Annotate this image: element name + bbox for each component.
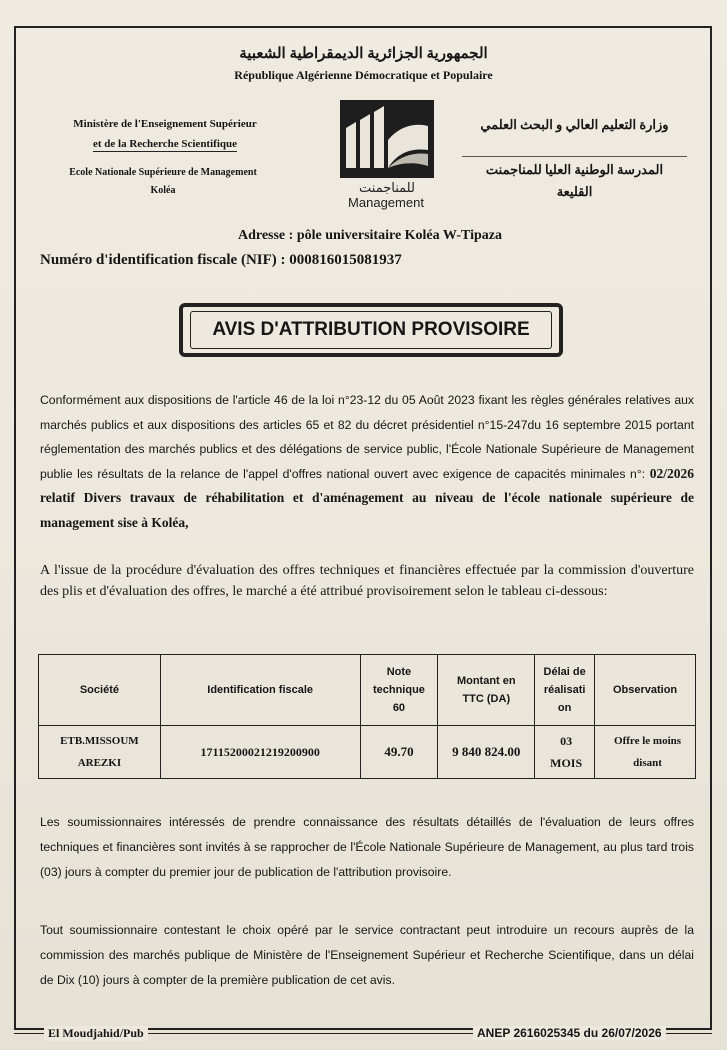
school-arabic-line2: القليعة [556,184,593,199]
school-arabic [462,156,687,203]
nif-line: Numéro d'identification fiscale (NIF) : 000816015081937 [40,252,402,268]
header-societe: Société [39,655,161,726]
header-note-line2: technique [372,684,425,696]
header-montant-line1: Montant en [456,675,516,687]
paragraph-legal-basis [40,388,694,535]
address-line: Adresse : pôle universitaire Koléa W-Tipaza [237,228,503,243]
logo-arabic-caption: للمناجمنت [359,181,415,196]
header-observation: Observation [595,655,696,726]
ministry-french-line1: Ministère de l'Enseignement Supérieur [73,118,257,130]
attribution-table [38,654,696,779]
cell-societe [39,726,161,779]
footer-anep-reference: ANEP 2616025345 du 26/07/2026 [473,1026,666,1040]
school-french [38,164,288,200]
cell-delai [535,726,595,779]
cell-observation-line1: Offre le moins [614,735,682,747]
announcement-title: AVIS D'ATTRIBUTION PROVISOIRE [190,311,552,349]
paragraph-legal-basis-text: Conformément aux dispositions de l'article 46 de la loi n°23-12 du 05 Août 2023 fixant les règles générales relatives aux marchés publics et aux dispositions des articles 65 et 82 du décret présidentiel n°15-247du 16 septembre 2015 portant réglementation des marchés publics et des délégations de service public, l'École Nationale Supérieure de Management publie les résultats de la relance de l'appel d'offres national ouvert avec exigence de capacités minimales n°: [40,393,694,481]
cell-delai-line1: 03 [560,734,573,748]
cell-societe-line1: ETB.MISSOUM [60,735,139,747]
school-french-line1: Ecole Nationale Supérieure de Management [69,167,257,178]
ministry-french [40,114,290,154]
republic-name-arabic: الجمهورية الجزائرية الديمقراطية الشعبية [239,46,488,62]
header-delai-line1: Délai de [543,666,586,678]
header-delai-line3: on [557,702,572,714]
republic-name-french: République Algérienne Démocratique et Populaire [234,68,493,82]
header-delai-line2: réalisati [543,684,586,696]
header-note-line3: 60 [392,702,406,714]
logo-caption: Management [348,195,424,210]
cell-societe-line2: AREZKI [77,757,122,769]
cell-montant: 9 840 824.00 [438,726,535,779]
header-note [360,655,438,726]
school-logo-icon [332,92,442,212]
header-note-line1: Note [386,666,412,678]
cell-note: 49.70 [360,726,438,779]
footer-publisher: El Moudjahid/Pub [44,1026,148,1041]
header-montant-line2: TTC (DA) [462,693,511,705]
school-arabic-line1: المدرسة الوطنية العليا للمناجمنت [485,162,664,177]
cell-observation [595,726,696,779]
paragraph-appeal: Tout soumissionnaire contestant le choix opéré par le service contractant peut introduire un recours auprès de la commission des marchés publique de Ministère de l'Enseignement Supérieur et Recherche Scientifique, dans un délai de Dix (10) jours à compter de la première publication de cet avis. [40,923,694,987]
title-box [179,303,563,357]
header-montant [438,655,535,726]
cell-delai-line2: MOIS [550,756,583,770]
ministry-arabic: وزارة التعليم العالي و البحث العلمي [480,117,669,132]
tender-reference: 02/2026 relatif Divers travaux de réhabilitation et d'aménagement au niveau de l'école nationale supérieure de management sise à Koléa, [40,465,694,530]
paragraph-evaluation: A l'issue de la procédure d'évaluation des offres techniques et financières effectuée par la commission d'ouverture des plis et d'évaluation des offres, le marché a été attribué provisoirement selon le tableau ci-dessous: [40,563,694,599]
table-header-row [39,655,696,726]
ministry-french-line2: et de la Recherche Scientifique [93,138,237,150]
header-delai [535,655,595,726]
table-row [39,726,696,779]
cell-identification: 17115200021219200900 [160,726,360,779]
header-identification: Identification fiscale [160,655,360,726]
school-french-line2: Koléa [150,185,176,196]
cell-observation-line2: disant [633,757,662,769]
paragraph-consultation: Les soumissionnaires intéressés de prendre connaissance des résultats détaillés de l'évaluation de leurs offres techniques et financières sont invités à se rapprocher de l'École Nationale Supérieure de Management, au plus tard trois (03) jours à compter du premier jour de publication de l'attribution provisoire. [40,815,694,879]
